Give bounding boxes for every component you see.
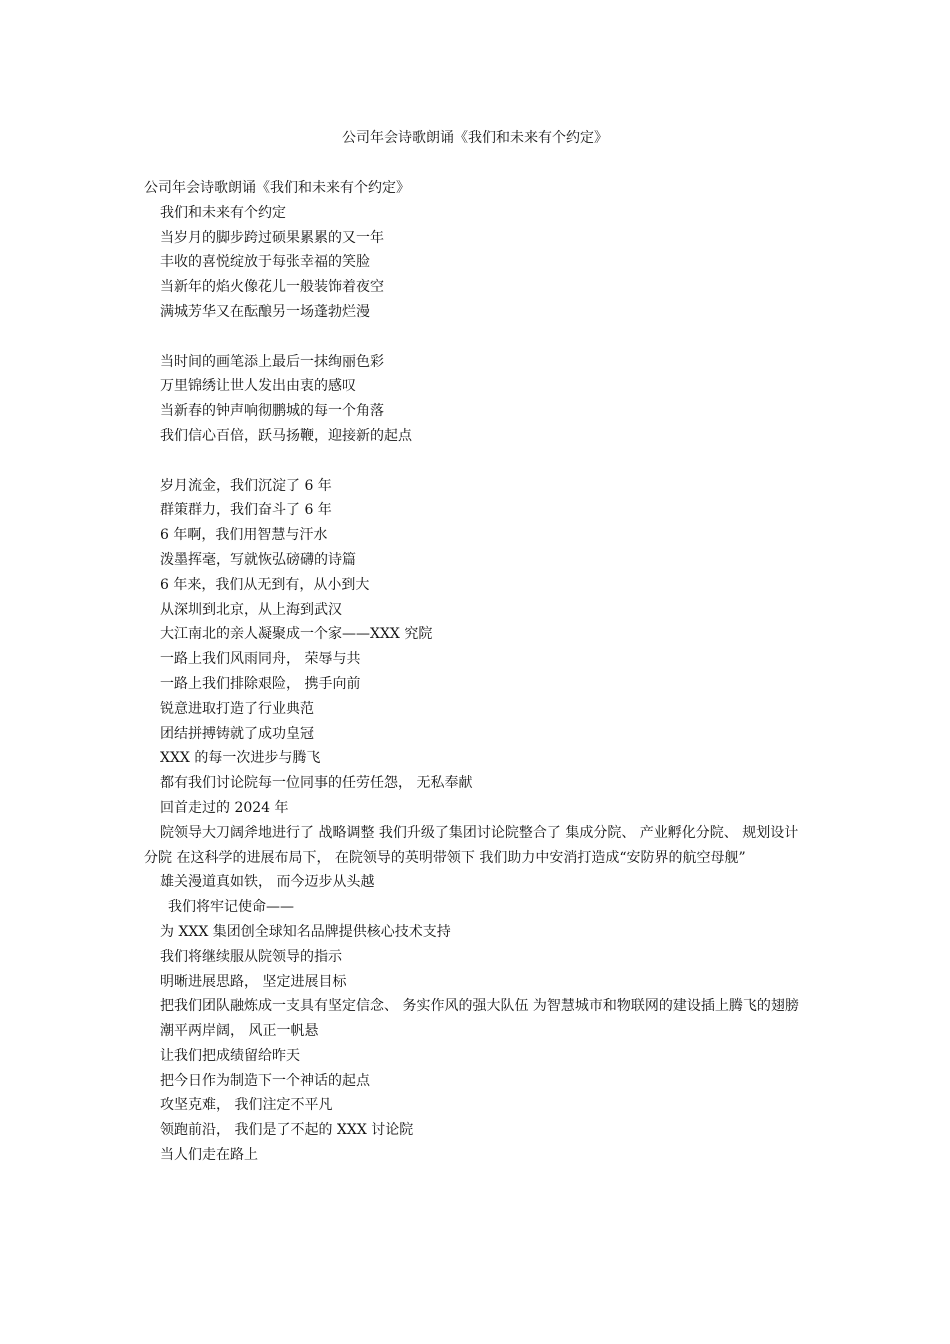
poem-line: 当新春的钟声响彻鹏城的每一个角落 xyxy=(160,403,384,420)
document-body xyxy=(144,176,800,1168)
poem-line: 领跑前沿， 我们是了不起的 XXX 讨论院 xyxy=(160,1122,414,1139)
poem-line: 一路上我们排除艰险， 携手向前 xyxy=(160,675,361,692)
poem-line: 我们和未来有个约定 xyxy=(160,204,286,221)
poem-line: 当人们走在路上 xyxy=(160,1147,258,1164)
poem-line: 当岁月的脚步跨过硕果累累的又一年 xyxy=(160,229,384,246)
poem-line: 泼墨挥毫，写就恢弘磅礴的诗篇 xyxy=(160,551,356,568)
poem-line: 把今日作为制造下一个神话的起点 xyxy=(160,1072,370,1089)
poem-line: 明晰进展思路， 坚定进展目标 xyxy=(160,973,347,990)
poem-line: 攻坚克难， 我们注定不平凡 xyxy=(160,1097,333,1114)
poem-line: XXX 的每一次进步与腾飞 xyxy=(160,750,321,767)
poem-line: 万里锦绣让世人发出由衷的感叹 xyxy=(160,378,356,395)
poem-line: 为 XXX 集团创全球知名品牌提供核心技术支持 xyxy=(160,923,451,940)
poem-line: 6 年来，我们从无到有，从小到大 xyxy=(160,576,370,593)
poem-line: 从深圳到北京，从上海到武汉 xyxy=(160,601,342,618)
poem-line: 岁月流金，我们沉淀了 6 年 xyxy=(160,477,332,494)
poem-line: 6 年啊，我们用智慧与汗水 xyxy=(160,527,328,544)
poem-line: 团结拼搏铸就了成功皇冠 xyxy=(160,725,314,742)
poem-line: 我们信心百倍，跃马扬鞭，迎接新的起点 xyxy=(160,427,412,444)
poem-line: 满城芳华又在酝酿另一场蓬勃烂漫 xyxy=(160,303,370,320)
stanza-break xyxy=(144,325,800,350)
poem-line: 锐意进取打造了行业典范 xyxy=(160,700,314,717)
poem-line: 回首走过的 2024 年 xyxy=(160,799,289,816)
poem-line: 群策群力，我们奋斗了 6 年 xyxy=(160,502,332,519)
poem-line: 当新年的焰火像花儿一般装饰着夜空 xyxy=(160,279,384,296)
document-title: 公司年会诗歌朗诵《我们和未来有个约定》 xyxy=(342,130,608,146)
poem-line: 都有我们讨论院每一位同事的任劳任怨， 无私奉献 xyxy=(160,775,473,792)
poem-line: 让我们把成绩留给昨天 xyxy=(160,1047,300,1064)
poem-line: 大江南北的亲人凝聚成一个家——XXX 究院 xyxy=(160,626,433,643)
poem-paragraph: 把我们团队融炼成一支具有坚定信念、 务实作风的强大队伍 为智慧城市和物联网的建设插上腾飞的翅膀 xyxy=(160,998,799,1015)
poem-line: 潮平两岸阔， 风正一帆悬 xyxy=(160,1023,319,1040)
poem-line: 我们将牢记使命—— xyxy=(168,899,294,916)
poem-line: 雄关漫道真如铁， 而今迈步从头越 xyxy=(160,874,375,891)
poem-line: 丰收的喜悦绽放于每张幸福的笑脸 xyxy=(160,254,370,271)
stanza-break xyxy=(144,449,800,474)
poem-paragraph: 院领导大刀阔斧地进行了 战略调整 我们升级了集团讨论院整合了 集成分院、 产业孵化分院、 规划设计分院 在这科学的进展布局下， 在院领导的英明带领下 我们助力中安消打造成“安防界的航空母舰” xyxy=(144,824,799,866)
poem-line: 一路上我们风雨同舟， 荣辱与共 xyxy=(160,651,361,668)
poem-heading: 公司年会诗歌朗诵《我们和未来有个约定》 xyxy=(144,180,410,196)
poem-line: 当时间的画笔添上最后一抹绚丽色彩 xyxy=(160,353,384,370)
poem-line: 我们将继续服从院领导的指示 xyxy=(160,948,342,965)
